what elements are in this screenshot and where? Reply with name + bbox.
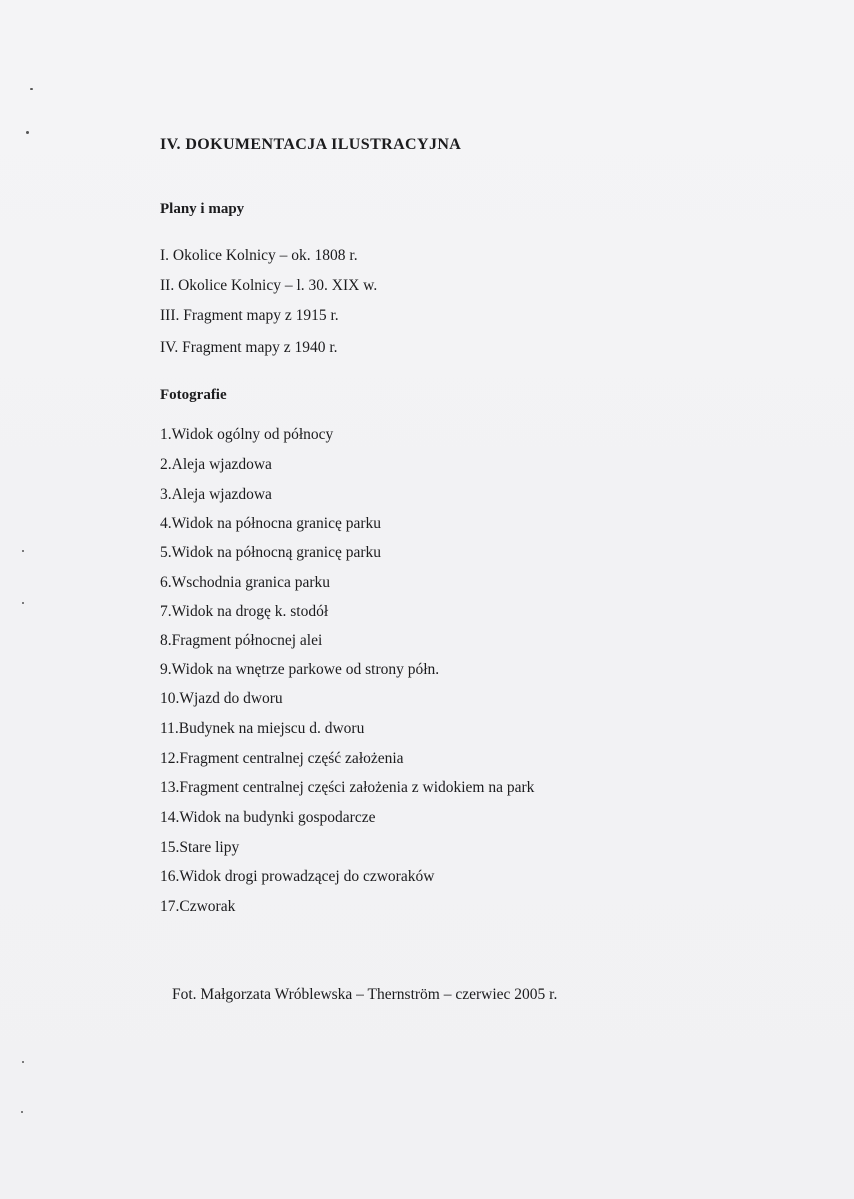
maps-heading: Plany i mapy (160, 201, 245, 217)
scan-speck (22, 602, 24, 604)
map-item: II. Okolice Kolnicy – l. 30. XIX w. (160, 277, 378, 294)
photo-item: 13.Fragment centralnej części założenia z widokiem na park (160, 779, 535, 796)
scan-speck (21, 1111, 23, 1113)
photo-item: 9.Widok na wnętrze parkowe od strony półn. (160, 661, 440, 678)
photos-heading: Fotografie (160, 387, 227, 403)
scan-speck (26, 131, 29, 134)
photo-item: 3.Aleja wjazdowa (160, 486, 272, 503)
photo-item: 1.Widok ogólny od północy (160, 426, 334, 443)
map-item: IV. Fragment mapy z 1940 r. (160, 339, 338, 356)
photo-item: 5.Widok na północną granicę parku (160, 544, 382, 561)
photo-item: 16.Widok drogi prowadzącej do czworaków (160, 868, 435, 885)
scan-speck (22, 550, 24, 552)
photo-item: 2.Aleja wjazdowa (160, 456, 272, 473)
photo-item: 12.Fragment centralnej część założenia (160, 750, 404, 767)
photo-item: 6.Wschodnia granica parku (160, 574, 331, 591)
photo-item: 14.Widok na budynki gospodarcze (160, 809, 376, 826)
scan-speck (30, 88, 33, 90)
scan-speck (22, 1061, 24, 1063)
photo-credit: Fot. Małgorzata Wróblewska – Thernström – czerwiec 2005 r. (172, 986, 558, 1003)
photo-item: 7.Widok na drogę k. stodół (160, 603, 329, 620)
photo-item: 4.Widok na północna granicę parku (160, 515, 382, 532)
photo-item: 15.Stare lipy (160, 839, 240, 856)
page-title: IV. DOKUMENTACJA ILUSTRACYJNA (160, 136, 462, 153)
photo-item: 8.Fragment północnej alei (160, 632, 323, 649)
photo-item: 17.Czworak (160, 898, 236, 915)
photo-item: 11.Budynek na miejscu d. dworu (160, 720, 365, 737)
map-item: III. Fragment mapy z 1915 r. (160, 307, 339, 324)
photo-item: 10.Wjazd do dworu (160, 690, 283, 707)
map-item: I. Okolice Kolnicy – ok. 1808 r. (160, 247, 358, 264)
